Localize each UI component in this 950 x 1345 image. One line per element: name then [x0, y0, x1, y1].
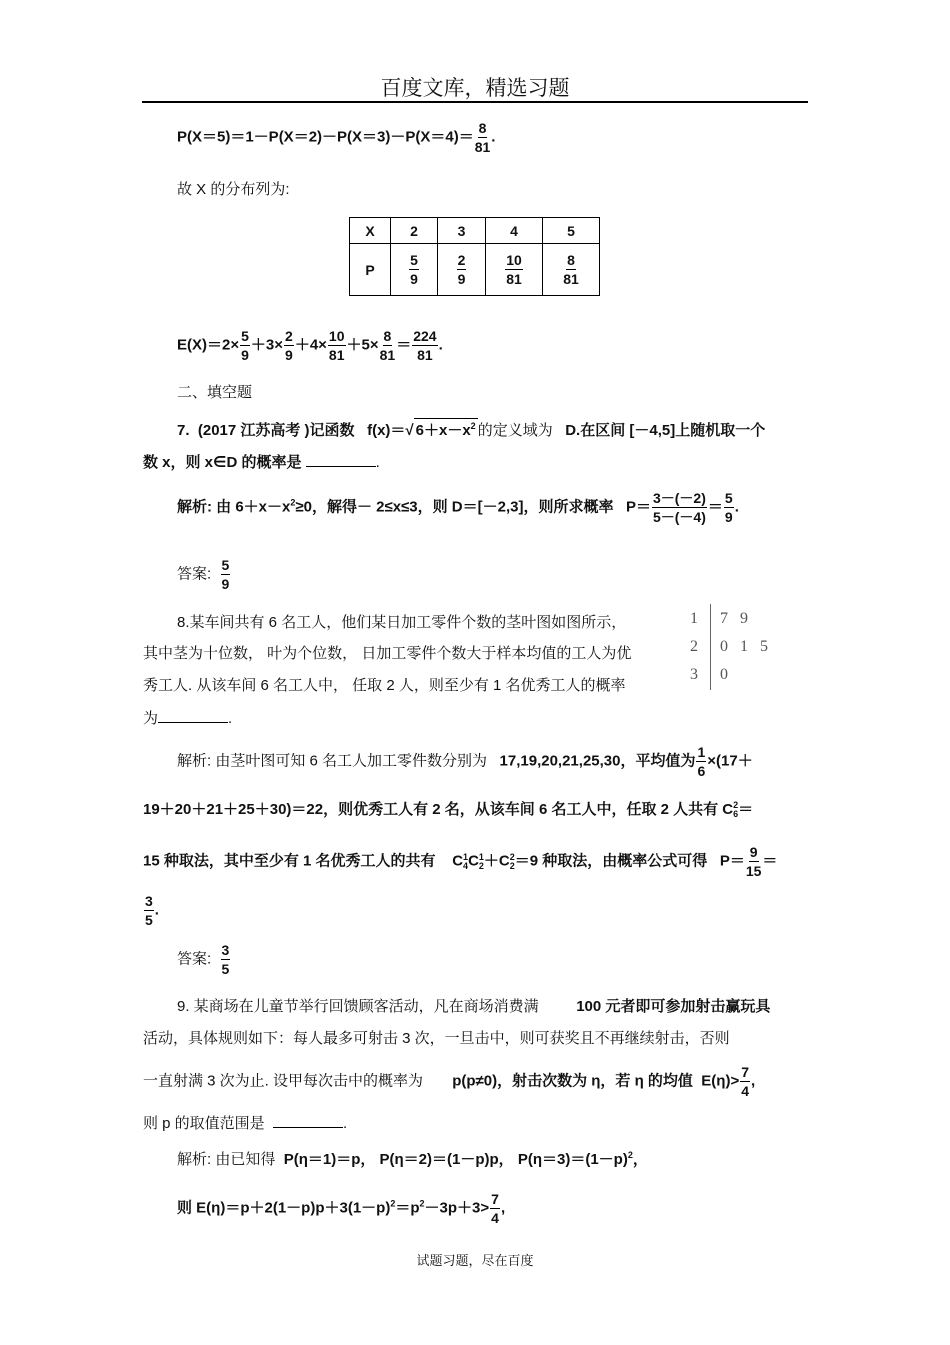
- table-cell: 3: [438, 218, 486, 244]
- stem-row: 3 0: [690, 666, 728, 683]
- question-8-line-3: 秀工人. 从该车间 6 名工人中， 任取 2 人，则至少有 1 名优秀工人的概率: [143, 677, 626, 694]
- header-divider: [142, 101, 808, 103]
- distribution-intro: 故 X 的分布列为:: [177, 181, 290, 198]
- answer-blank: [306, 454, 376, 467]
- question-8-line-4: 为 .: [143, 710, 233, 727]
- question-7-answer: 答案: $\frac{5}{9}$: [177, 557, 230, 592]
- question-8-line-2: 其中茎为十位数， 叶为个位数， 日加工零件个数大于样本均值的工人为优: [143, 645, 632, 662]
- answer-blank: [273, 1115, 343, 1128]
- table-cell: X: [350, 218, 391, 244]
- table-cell: 2: [391, 218, 438, 244]
- table-cell: 4: [486, 218, 543, 244]
- question-9-line-2: 活动，具体规则如下：每人最多可射击 3 次，一旦击中，则可获奖且不再继续射击，否则: [143, 1030, 730, 1047]
- question-8-answer: 答案: $\frac{3}{5}$: [177, 942, 230, 977]
- question-9-line-3: 一直射满 3 次为止. 设甲每次击中的概率为 p(p≠0)，射击次数为 η，若 η 的均值 E(η)> $\frac{7}{4}$ ,: [143, 1064, 756, 1099]
- page-footer: 试题习题，尽在百度: [416, 1254, 534, 1269]
- section-heading: 二、填空题: [177, 384, 253, 401]
- question-7-solution: 解析: 由 $6+x-x^2\ge 0$，解得－ 2≤x≤3，则 D＝[－2,3]，则所求概率 P＝ $\frac{3-(-2)}{5-(-4)}$ ＝ $\frac{5}{9}$ .: [177, 490, 739, 525]
- table-cell: $\frac{10}{81}$: [486, 244, 543, 296]
- stem-row: 2 0 1 5: [690, 638, 768, 655]
- p-x5-expression: P(X＝5)＝1－P(X＝2)－P(X＝3)－P(X＝4)＝: [177, 128, 474, 146]
- question-8-solution-line-3: 15 种取法，其中至少有 1 名优秀工人的共有 C 1 4 C 1 2 ＋C 2 2 ＝9 种取法，由概率公式可得 P＝ $\frac{9}{15}$ ＝: [143, 844, 778, 879]
- table-cell: $\frac{2}{9}$: [438, 244, 486, 296]
- question-8-solution-line-1: 解析: 由茎叶图可知 6 名工人加工零件数分别为 17,19,20,21,25,30，平均值为 $\frac{1}{6}$ ×(17＋: [177, 744, 753, 779]
- expectation-line: E(X)＝2× $\frac{5}{9}$ ＋3× $\frac{2}{9}$ ＋4× $\frac{10}{81}$ ＋5× $\frac{8}{81}$ ＝ $\frac{224}{81}$ .: [177, 328, 443, 363]
- distribution-table: [349, 217, 600, 296]
- question-9-solution-line-2: 则 $E(\eta)=p+2(1-p)p+3(1-p)^2=p^2-3p+3>$ $\frac{7}{4}$ ,: [177, 1191, 506, 1226]
- table-cell: P: [350, 244, 391, 296]
- question-9-line-1: 9. 某商场在儿童节举行回馈顾客活动，凡在商场消费满 100 元者即可参加射击赢玩具: [177, 998, 771, 1015]
- fraction: $\frac{8}{81}$: [474, 120, 491, 155]
- answer-blank: [158, 710, 228, 723]
- table-cell: $\frac{8}{81}$: [543, 244, 600, 296]
- page-header-title: 百度文库，精选习题: [380, 76, 570, 100]
- table-cell: $\frac{5}{9}$: [391, 244, 438, 296]
- stem-row: 1 7 9: [690, 610, 748, 627]
- table-row: [350, 218, 600, 244]
- question-9-solution-line-1: 解析: 由已知得 P(η＝1)＝p， P(η＝2)＝(1－p)p， $P(\eta=3)=(1-p)^2$，: [177, 1150, 648, 1168]
- question-9-line-4: 则 p 的取值范围是 .: [143, 1115, 348, 1132]
- question-8-line-1: 8.某车间共有 6 名工人，他们某日加工零件个数的茎叶图如图所示，: [177, 614, 627, 631]
- p-x5-line: P(X＝5)＝1－P(X＝2)－P(X＝3)－P(X＝4)＝ $\frac{8}{81}$ .: [177, 120, 496, 155]
- stem-divider: [710, 604, 711, 690]
- table-row: [350, 244, 600, 296]
- question-7-line-1: 7. (2017 江苏高考 )记函数 f(x)＝√ $6+x-x^2$ 的定义域为 D.在区间 [－4,5]上随机取一个: [177, 418, 765, 440]
- question-7-line-2: 数 x，则 x∈D 的概率是 .: [143, 454, 380, 471]
- table-cell: 5: [543, 218, 600, 244]
- question-8-solution-line-2: 19＋20＋21＋25＋30)＝22，则优秀工人有 2 名，从该车间 6 名工人中，任取 2 人共有 C 2 6 ＝: [143, 800, 754, 820]
- question-8-solution-line-4: $\frac{3}{5}$ .: [145, 893, 159, 928]
